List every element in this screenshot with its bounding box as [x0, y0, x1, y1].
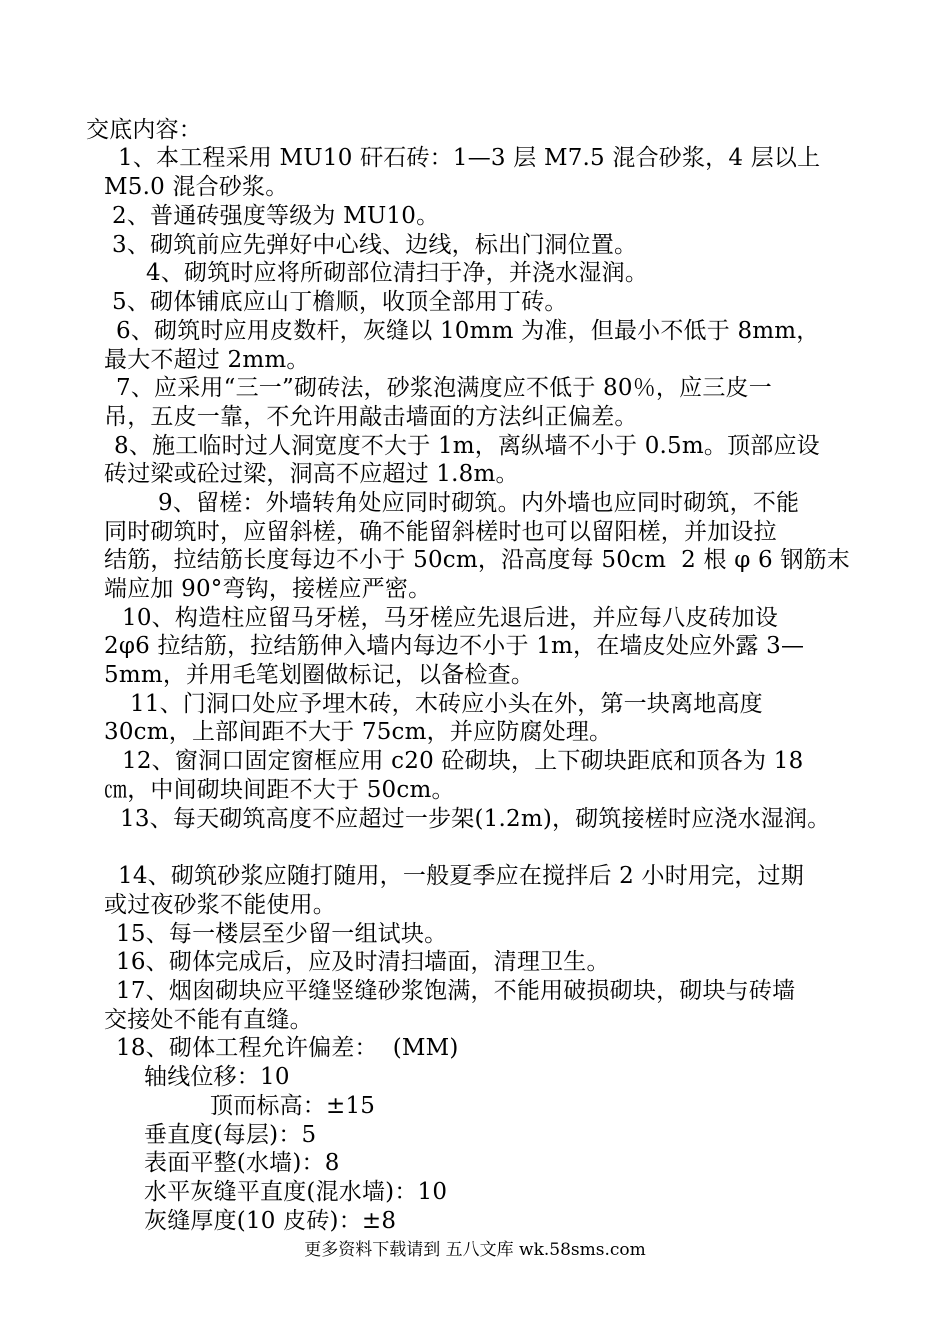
list-item: 4、砌筑时应将所砌部位清扫于净，并浇水湿润。 [146, 260, 649, 286]
list-item: 同时砌筑时，应留斜槎，确不能留斜槎时也可以留阳槎，并加设拉 [104, 519, 777, 545]
list-item: 5、砌体铺底应山丁檐顺，收顶全部用丁砖。 [112, 289, 568, 315]
list-item: 水平灰缝平直度(混水墙)：10 [144, 1179, 448, 1205]
footer-text: 更多资料下载请到 五八文库 wk.58sms.com [304, 1240, 646, 1260]
list-item: 3、砌筑前应先弹好中心线、边线，标出门洞位置。 [112, 232, 638, 258]
list-item: 砖过梁或砼过梁，洞高不应超过 1.8m。 [104, 461, 519, 487]
list-item: 垂直度(每层)：5 [144, 1122, 317, 1148]
list-item: M5.0 混合砂浆。 [104, 174, 289, 200]
list-item: 吊，五皮一靠，不允许用敲击墙面的方法纠正偏差。 [104, 404, 638, 430]
list-item: 最大不超过 2mm。 [104, 347, 310, 373]
list-item: 9、留槎：外墙转角处应同时砌筑。内外墙也应同时砌筑，不能 [158, 490, 800, 516]
list-item: ㎝，中间砌块间距不大于 50cm。 [104, 777, 455, 803]
list-item: 顶而标高：±15 [210, 1093, 376, 1119]
document-heading: 交底内容： [86, 117, 202, 143]
list-item: 表面平整(水墙)：8 [144, 1150, 340, 1176]
list-item: 12、窗洞口固定窗框应用 c20 砼砌块，上下砌块距底和顶各为 18 [122, 748, 804, 774]
list-item: 17、烟囱砌块应平缝竖缝砂浆饱满，不能用破损砌块，砌块与砖墙 [116, 978, 796, 1004]
list-item: 7、应采用“三一”砌砖法，砂浆泡满度应不低于 80％，应三皮一 [116, 375, 772, 401]
list-item: 结筋，拉结筋长度每边不小于 50cm，沿高度每 50cm 2 根 φ 6 钢筋末 [104, 547, 850, 573]
list-item: 18、砌体工程允许偏差： (MM) [116, 1035, 459, 1061]
list-item: 端应加 90°弯钩，接槎应严密。 [104, 576, 432, 602]
list-item: 或过夜砂浆不能使用。 [104, 892, 336, 918]
list-item: 30cm，上部间距不大于 75cm，并应防腐处理。 [104, 719, 613, 745]
list-item: 轴线位移：10 [144, 1064, 290, 1090]
list-item: 2φ6 拉结筋，拉结筋伸入墙内每边不小于 1m，在墙皮处应外露 3— [104, 633, 805, 659]
list-item: 5mm，并用毛笔划圈做标记，以备检查。 [104, 662, 535, 688]
list-item: 13、每天砌筑高度不应超过一步架(1.2m)，砌筑接槎时应浇水湿润。 [120, 806, 831, 832]
list-item: 14、砌筑砂浆应随打随用，一般夏季应在搅拌后 2 小时用完，过期 [118, 863, 804, 889]
list-item: 交接处不能有直缝。 [104, 1007, 313, 1033]
list-item: 16、砌体完成后，应及时清扫墙面，清理卫生。 [116, 949, 610, 975]
list-item: 2、普通砖强度等级为 MU10。 [112, 203, 440, 229]
list-item: 10、构造柱应留马牙槎，马牙槎应先退后进，并应每八皮砖加设 [122, 605, 779, 631]
list-item: 1、本工程采用 MU10 矸石砖：1—3 层 M7.5 混合砂浆，4 层以上 [118, 145, 821, 171]
list-item: 11、门洞口处应予埋木砖，木砖应小头在外，第一块离地高度 [130, 691, 763, 717]
list-item: 15、每一楼层至少留一组试块。 [116, 921, 448, 947]
list-item: 灰缝厚度(10 皮砖)：±8 [144, 1208, 397, 1234]
list-item: 8、施工临时过人洞宽度不大于 1m，离纵墙不小于 0.5m。顶部应设 [114, 433, 820, 459]
list-item: 6、砌筑时应用皮数杆，灰缝以 10mm 为准，但最小不低于 8mm， [116, 318, 820, 344]
